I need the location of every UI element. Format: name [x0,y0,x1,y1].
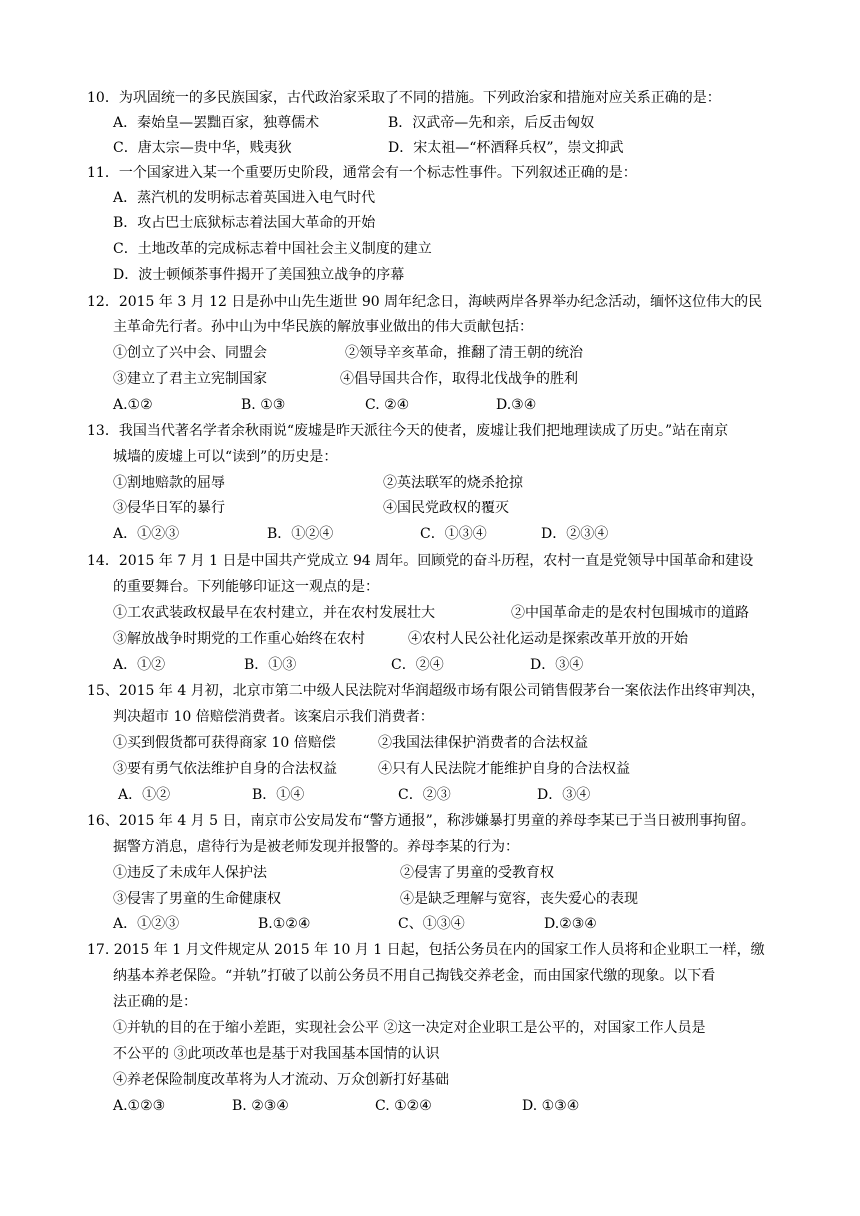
q10-stem: 10．为巩固统一的多民族国家，古代政治家采取了不同的措施。下列政治家和措施对应关系正确的是： [87,90,721,106]
q17-statements-line1: ①并轨的目的在于缩小差距，实现社会公平 ②这一决定对企业职工是公平的，对国家工作人员是 [113,1020,706,1036]
q16-stem-line1: 16、2015 年 4 月 5 日，南京市公安局发布“警方通报”，称涉嫌暴打男童的养母李某已于当日被刑事拘留。 [87,813,755,829]
q13-stem-line2: 城墙的废墟上可以“读到”的历史是： [113,449,338,465]
q13-statement-2: ②英法联军的烧杀抢掠 [383,475,523,491]
q12-statement-4: ④倡导国共合作，取得北伐战争的胜利 [340,371,578,387]
q12-option-b: B. ①③ [241,397,286,413]
q15-stem-line2: 判决超市 10 倍赔偿消费者。该案启示我们消费者： [113,709,434,725]
q15-stem-line1: 15、2015 年 4 月初，北京市第二中级人民法院对华润超级市场有限公司销售假茅台一案依法作出终审判决， [87,683,765,699]
q14-option-c: C．②④ [391,657,444,673]
q17-option-d: D. ①③④ [522,1098,580,1114]
q13-statement-1: ①割地赔款的屈辱 [113,475,225,491]
q15-option-a: A．①② [118,787,171,803]
q16-statement-4: ④是缺乏理解与宽容，丧失爱心的表现 [400,891,638,907]
q17-option-a: A.①②③ [113,1098,166,1114]
q13-statement-3: ③侵华日军的暴行 [113,500,225,516]
q13-option-c: C．①③④ [420,526,487,542]
q11-stem: 11．一个国家进入某一个重要历史阶段，通常会有一个标志性事件。下列叙述正确的是： [87,165,637,181]
q17-option-b: B. ②③④ [232,1098,289,1114]
q11-option-d: D．波士顿倾茶事件揭开了美国独立战争的序幕 [113,267,405,283]
q17-stem-line3: 法正确的是： [113,994,197,1010]
q12-statement-2: ②领导辛亥革命，推翻了清王朝的统治 [345,345,583,361]
q10-option-c: C．唐太宗—贵中华，贱夷狄 [113,140,292,156]
q12-statement-3: ③建立了君主立宪制国家 [113,371,267,387]
q16-statement-1: ①违反了未成年人保护法 [113,865,267,881]
q15-option-c: C．②③ [398,787,451,803]
q12-statement-1: ①创立了兴中会、同盟会 [113,345,267,361]
q12-stem-line2: 主革命先行者。孙中山为中华民族的解放事业做出的伟大贡献包括： [113,319,533,335]
q16-option-a: A．①②③ [113,916,180,932]
q14-statement-3: ③解放战争时期党的工作重心始终在农村 [113,631,365,647]
q13-statement-4: ④国民党政权的覆灭 [383,500,509,516]
q17-statements-line2: 不公平的 ③此项改革也是基于对我国基本国情的认识 [113,1046,440,1062]
q10-option-a: A．秦始皇—罢黜百家，独尊儒术 [113,115,320,131]
q17-option-c: C. ①②④ [375,1098,432,1114]
q14-statement-1: ①工农武装政权最早在农村建立，并在农村发展壮大 [113,605,435,621]
q12-option-a: A.①② [113,397,153,413]
q15-option-d: D．③④ [537,787,591,803]
q15-statement-1: ①买到假货都可获得商家 10 倍赔偿 [113,735,336,751]
q16-option-c: C、①③④ [398,916,465,932]
q14-stem-line1: 14．2015 年 7 月 1 日是中国共产党成立 94 周年。回顾党的奋斗历程，农村一直是党领导中国革命和建设 [87,553,754,569]
q14-option-a: A．①② [113,657,166,673]
q14-stem-line2: 的重要舞台。下列能够印证这一观点的是： [113,579,379,595]
q11-option-b: B．攻占巴士底狱标志着法国大革命的开始 [113,215,376,231]
q16-option-d: D.②③④ [544,916,597,932]
q14-statement-4: ④农村人民公社化运动是探索改革开放的开始 [408,631,688,647]
q16-stem-line2: 据警方消息，虐待行为是被老师发现并报警的。养母李某的行为： [113,839,519,855]
q12-option-d: D.③④ [496,397,537,413]
q16-statement-3: ③侵害了男童的生命健康权 [113,891,281,907]
q17-stem-line2: 纳基本养老保险。“并轨”打破了以前公务员不用自己掏钱交养老金，而由国家代缴的现象。以下看 [113,968,716,984]
q12-option-c: C. ②④ [365,397,410,413]
q17-stem-line1: 17. 2015 年 1 月文件规定从 2015 年 10 月 1 日起，包括公务员在内的国家工作人员将和企业职工一样，缴 [87,942,765,958]
q13-option-d: D．②③④ [541,526,609,542]
q12-stem-line1: 12．2015 年 3 月 12 日是孙中山先生逝世 90 周年纪念日，海峡两岸各界举办纪念活动，缅怀这位伟大的民 [87,294,763,310]
q14-option-d: D．③④ [530,657,584,673]
q10-option-d: D．宋太祖—“杯酒释兵权”，崇文抑武 [388,140,624,156]
q13-option-a: A．①②③ [113,526,180,542]
q15-statement-4: ④只有人民法院才能维护自身的合法权益 [378,761,630,777]
q14-statement-2: ②中国革命走的是农村包围城市的道路 [511,605,749,621]
q17-statement-4: ④养老保险制度改革将为人才流动、万众创新打好基础 [113,1072,449,1088]
q13-stem-line1: 13．我国当代著名学者余秋雨说“废墟是昨天派往今天的使者，废墟让我们把地理读成了历史。”站在南京 [87,423,729,439]
q15-statement-3: ③要有勇气依法维护自身的合法权益 [113,761,337,777]
q16-statement-2: ②侵害了男童的受教育权 [400,865,554,881]
q14-option-b: B．①③ [244,657,297,673]
q15-option-b: B．①④ [252,787,305,803]
q10-option-b: B．汉武帝—先和亲，后反击匈奴 [388,115,595,131]
q11-option-a: A．蒸汽机的发明标志着英国进入电气时代 [113,190,376,206]
q13-option-b: B．①②④ [267,526,334,542]
q15-statement-2: ②我国法律保护消费者的合法权益 [378,735,588,751]
q16-option-b: B.①②④ [258,916,311,932]
q11-option-c: C．土地改革的完成标志着中国社会主义制度的建立 [113,241,432,257]
